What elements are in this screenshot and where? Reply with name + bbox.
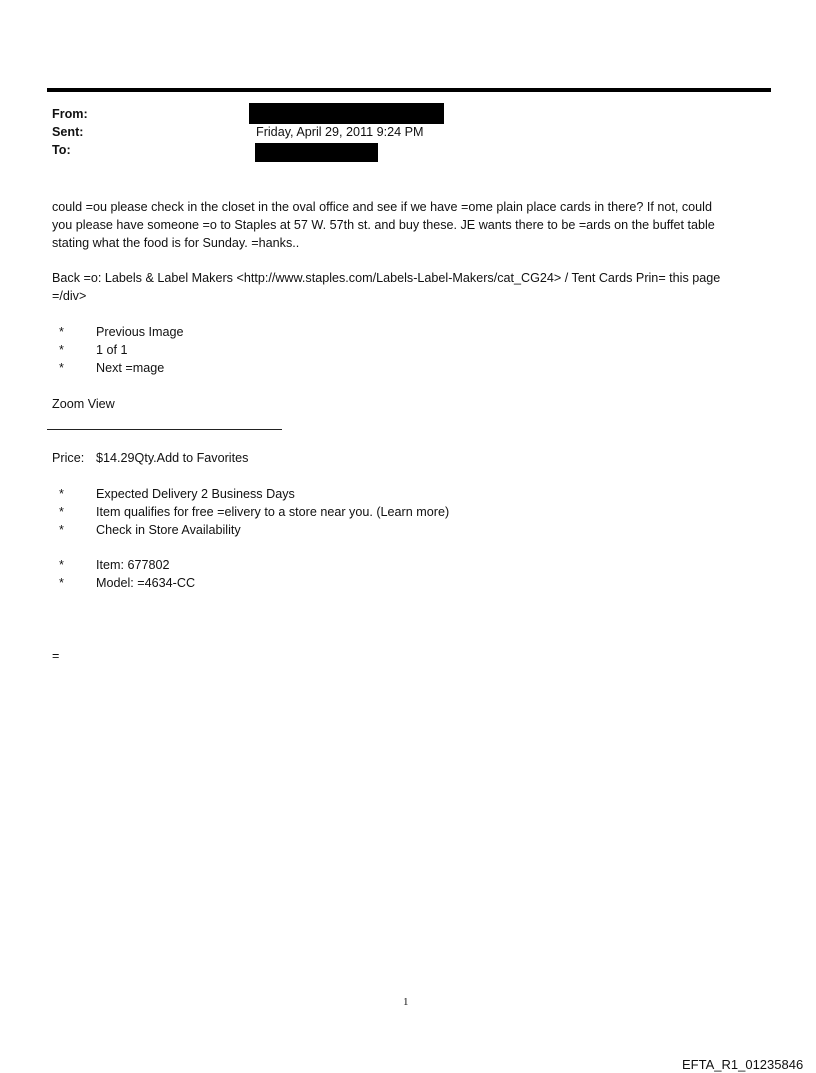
price-label: Price:	[52, 451, 85, 465]
delivery-item: Item qualifies for free =elivery to a store near you. (Learn more)	[96, 505, 450, 519]
next-image: Next =mage	[96, 361, 165, 375]
separator	[47, 429, 282, 430]
document-id: EFTA_R1_01235846	[682, 1057, 804, 1072]
to-redaction	[255, 143, 378, 162]
price-value: $14.29Qty.Add to Favorites	[96, 451, 249, 465]
from-label: From:	[52, 107, 88, 121]
body-line: stating what the food is for Sunday. =hanks..	[52, 236, 300, 250]
delivery-item: Check in Store Availability	[96, 523, 241, 537]
bullet: *	[59, 361, 64, 375]
bullet: *	[59, 523, 64, 537]
sent-value: Friday, April 29, 2011 9:24 PM	[256, 125, 424, 139]
sent-label: Sent:	[52, 125, 84, 139]
header-rule	[47, 88, 771, 92]
bullet: *	[59, 343, 64, 357]
image-count: 1 of 1	[96, 343, 128, 357]
body-line: could =ou please check in the closet in the oval office and see if we have =ome plain place cards in there? If not, could	[52, 200, 712, 214]
from-redaction	[249, 103, 444, 124]
div-line: =/div>	[52, 289, 87, 303]
body-line: you please have someone =o to Staples at 57 W. 57th st. and buy these. JE wants there to be =ards on the buffet table	[52, 218, 715, 232]
previous-image: Previous Image	[96, 325, 184, 339]
zoom-view: Zoom View	[52, 397, 115, 411]
trailing-equals: =	[52, 649, 60, 663]
model-number: Model: =4634-CC	[96, 576, 196, 590]
bullet: *	[59, 505, 64, 519]
delivery-item: Expected Delivery 2 Business Days	[96, 487, 295, 501]
bullet: *	[59, 325, 64, 339]
back-link-line: Back =o: Labels & Label Makers <http://www.staples.com/Labels-Label-Makers/cat_CG24> / Tent Cards Prin= this page	[52, 271, 721, 285]
page-number: 1	[403, 996, 409, 1008]
bullet: *	[59, 576, 64, 590]
item-number: Item: 677802	[96, 558, 170, 572]
to-label: To:	[52, 143, 71, 157]
bullet: *	[59, 558, 64, 572]
bullet: *	[59, 487, 64, 501]
